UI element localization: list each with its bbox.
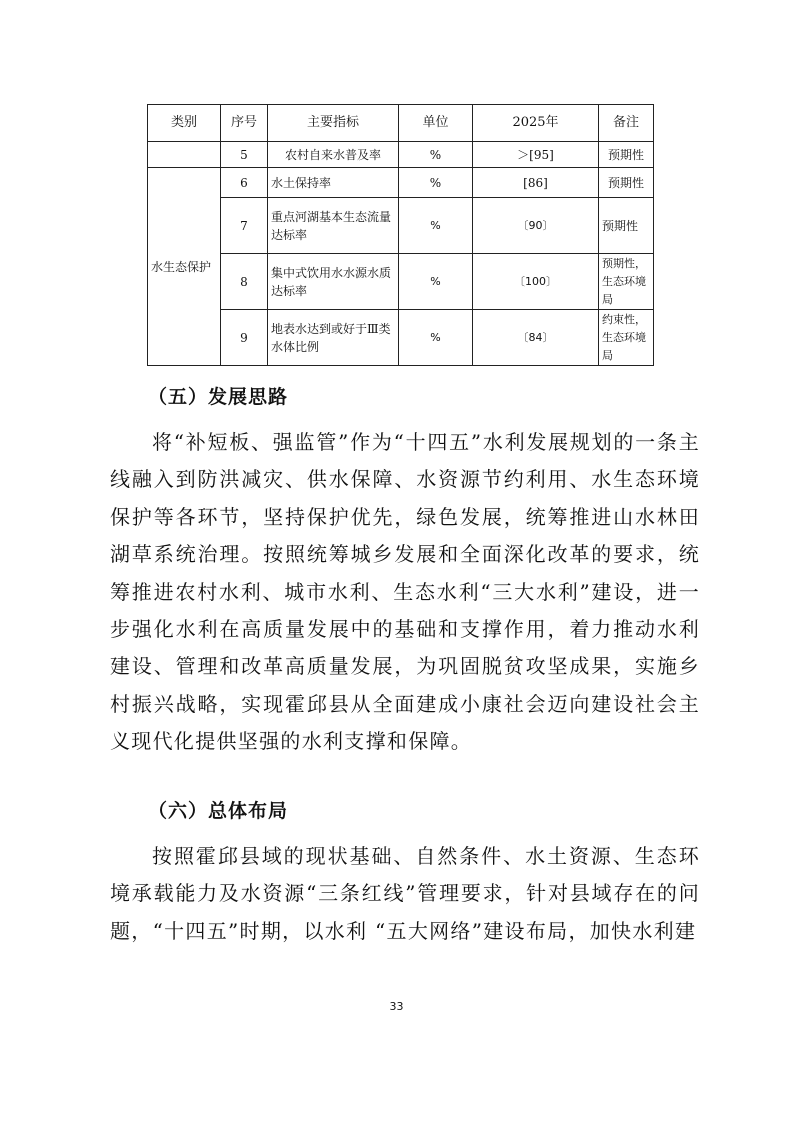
table-header-row xyxy=(148,105,654,142)
indicator-name: 地表水达到或好于Ⅲ类水体比例 xyxy=(268,310,399,366)
indicator-name: 集中式饮用水水源水质达标率 xyxy=(268,254,399,310)
note-cell: 预期性 xyxy=(599,142,654,168)
row-number: 5 xyxy=(221,142,268,168)
unit-cell: % xyxy=(399,142,473,168)
header-number: 序号 xyxy=(221,105,268,142)
section-heading-overall-layout: （六）总体布局 xyxy=(148,800,289,822)
header-note: 备注 xyxy=(599,105,654,142)
table-row xyxy=(148,310,654,366)
row-number: 8 xyxy=(221,254,268,310)
row-number: 7 xyxy=(221,198,268,254)
indicator-name: 水土保持率 xyxy=(268,168,399,198)
target-value: 〔100〕 xyxy=(473,254,599,310)
overall-layout-paragraph: 按照霍邱县域的现状基础、自然条件、水土资源、生态环境承载能力及水资源“三条红线”管理要求，针对县域存在的问题，“十四五”时期，以水利 “五大网络”建设布局，加快水利建 xyxy=(110,844,700,943)
header-target-2025: 2025年 xyxy=(473,105,599,142)
unit-cell: % xyxy=(399,310,473,366)
table-row xyxy=(148,142,654,168)
header-category: 类别 xyxy=(148,105,221,142)
row-number: 6 xyxy=(221,168,268,198)
header-indicator: 主要指标 xyxy=(268,105,399,142)
development-approach-paragraph: 将“补短板、强监管”作为“十四五”水利发展规划的一条主线融入到防洪减灾、供水保障、水资源节约利用、水生态环境保护等各环节，坚持保护优先，绿色发展，统筹推进山水林田湖草系统治理。按照统筹城乡发展和全面深化改革的要求，统筹推进农村水利、城市水利、生态水利“三大水利”建设，进一步强化水利在高质量发展中的基础和支撑作用，着力推动水利建设、管理和改革高质量发展，为巩固脱贫攻坚成果，实施乡村振兴战略，实现霍邱县从全面建成小康社会迈向建设社会主义现代化提供坚强的水利支撑和保障。 xyxy=(110,430,700,754)
page-number: 33 xyxy=(389,1000,404,1013)
category-cell xyxy=(148,142,221,168)
header-unit: 单位 xyxy=(399,105,473,142)
target-value: ＞[95] xyxy=(473,142,599,168)
target-value: 〔84〕 xyxy=(473,310,599,366)
category-cell: 水生态保护 xyxy=(148,168,221,366)
table-row xyxy=(148,198,654,254)
target-value: 〔90〕 xyxy=(473,198,599,254)
unit-cell: % xyxy=(399,168,473,198)
target-value: [86] xyxy=(473,168,599,198)
indicator-name: 重点河湖基本生态流量达标率 xyxy=(268,198,399,254)
indicator-name: 农村自来水普及率 xyxy=(268,142,399,168)
note-cell: 预期性 xyxy=(599,168,654,198)
note-cell: 预期性，生态环境局 xyxy=(599,254,654,310)
unit-cell: % xyxy=(399,198,473,254)
table-row xyxy=(148,254,654,310)
section-heading-development-approach: （五）发展思路 xyxy=(148,386,289,408)
note-cell: 约束性，生态环境局 xyxy=(599,310,654,366)
unit-cell: % xyxy=(399,254,473,310)
table-row xyxy=(148,168,654,198)
row-number: 9 xyxy=(221,310,268,366)
indicator-table xyxy=(147,104,654,366)
note-cell: 预期性 xyxy=(599,198,654,254)
